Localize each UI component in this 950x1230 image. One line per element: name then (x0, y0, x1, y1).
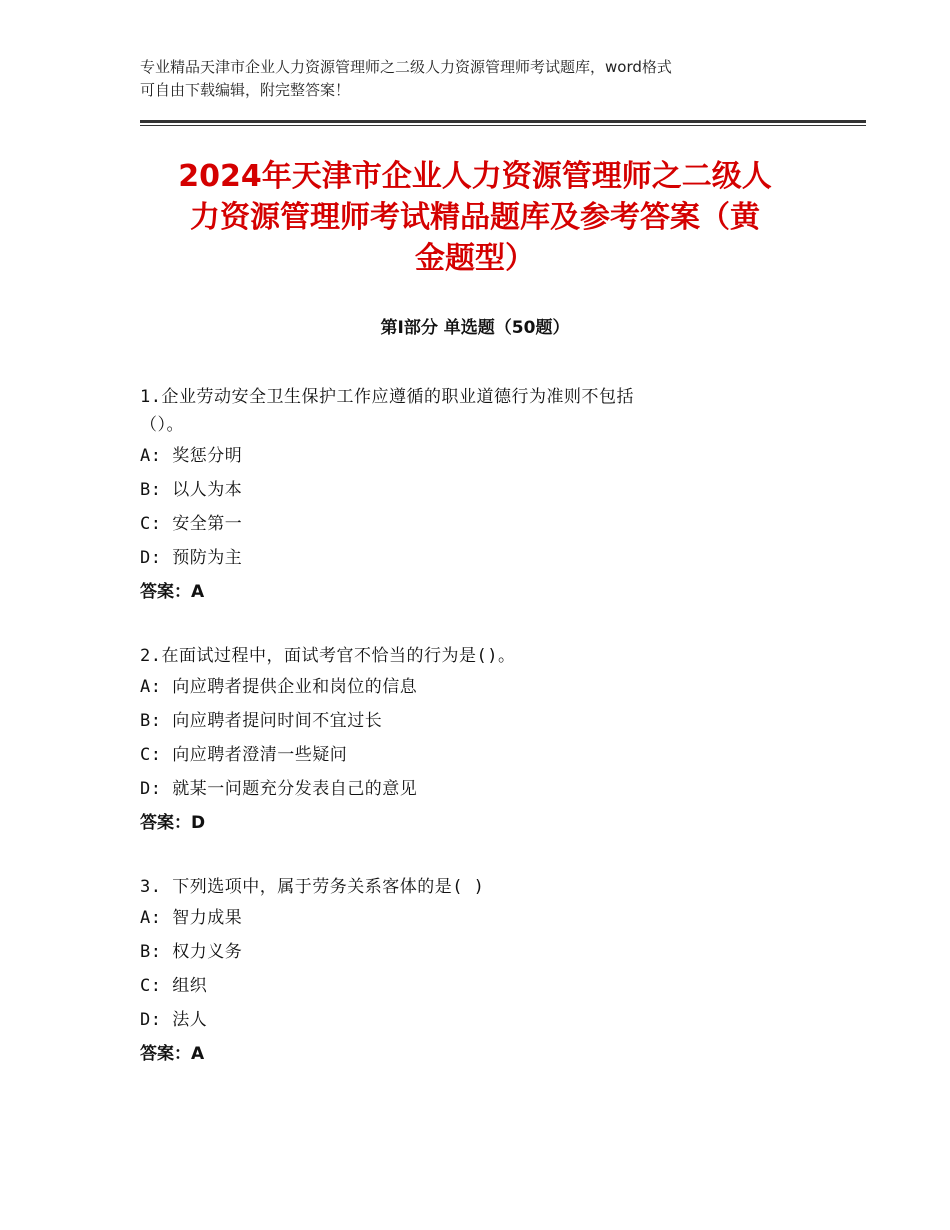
question-stem (140, 642, 820, 670)
option-a: A: 智力成果 (140, 908, 243, 928)
question-stem (140, 383, 820, 439)
question-stem-line: 1.企业劳动安全卫生保护工作应遵循的职业道德行为准则不包括 (140, 387, 634, 407)
answer-line: 答案：A (140, 582, 205, 602)
answer-line: 答案：A (140, 1044, 205, 1064)
question-2 (140, 642, 820, 840)
option-d: D: 法人 (140, 1010, 208, 1030)
title-line-1: 2024年天津市企业人力资源管理师之二级人 (178, 159, 772, 194)
option-d: D: 就某一问题充分发表自己的意见 (140, 779, 418, 799)
header-line-1: 专业精品天津市企业人力资源管理师之二级人力资源管理师考试题库，word格式 (140, 58, 672, 76)
answer-line: 答案：D (140, 813, 206, 833)
section-heading: 第I部分 单选题（50题） (380, 318, 570, 338)
page-header (140, 56, 820, 102)
header-line-2: 可自由下载编辑，附完整答案！ (140, 81, 351, 99)
question-list (140, 383, 820, 1071)
document-title (120, 156, 830, 279)
question-spacer (140, 609, 820, 642)
header-divider-thin (140, 125, 866, 126)
header-divider-thick (140, 120, 866, 123)
option-b: B: 向应聘者提问时间不宜过长 (140, 711, 383, 731)
option-a: A: 奖惩分明 (140, 446, 243, 466)
option-b: B: 以人为本 (140, 480, 243, 500)
question-stem-line: （）。 (140, 415, 184, 435)
question-3 (140, 873, 820, 1071)
option-c: C: 组织 (140, 976, 208, 996)
question-stem (140, 873, 820, 901)
option-c: C: 向应聘者澄清一些疑问 (140, 745, 348, 765)
question-1 (140, 383, 820, 609)
title-line-2: 力资源管理师考试精品题库及参考答案（黄 (190, 200, 760, 235)
question-stem-line: 2.在面试过程中，面试考官不恰当的行为是()。 (140, 646, 516, 666)
option-c: C: 安全第一 (140, 514, 243, 534)
option-d: D: 预防为主 (140, 548, 243, 568)
question-stem-line: 3. 下列选项中，属于劳务关系客体的是( ) (140, 877, 485, 897)
title-line-3: 金题型） (415, 241, 535, 276)
option-a: A: 向应聘者提供企业和岗位的信息 (140, 677, 418, 697)
question-spacer (140, 840, 820, 873)
option-b: B: 权力义务 (140, 942, 243, 962)
